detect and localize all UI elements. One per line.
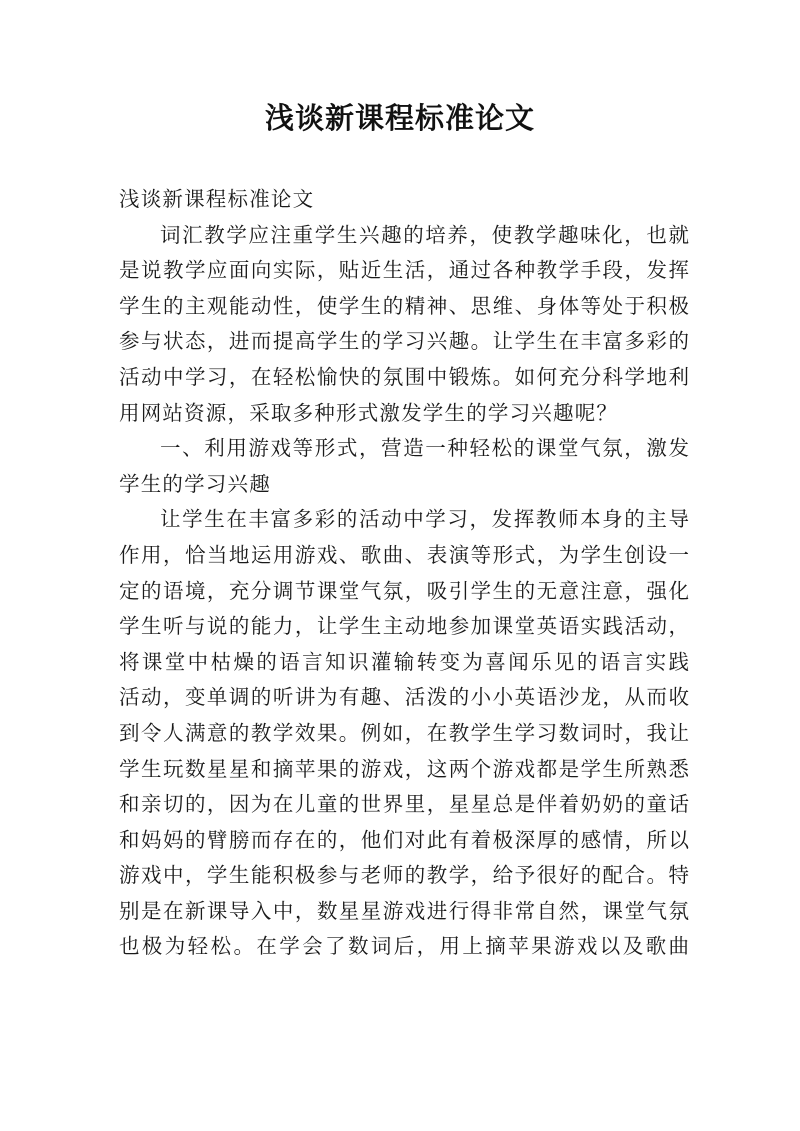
document-title: 浅谈新课程标准论文 xyxy=(264,101,535,135)
paragraph-line: 学生听与说的能力，让学生主动地参加课堂英语实践活动， xyxy=(119,614,689,639)
paragraph-line: 作用，恰当地运用游戏、歌曲、表演等形式，为学生创设一 xyxy=(119,542,689,567)
paragraph-line: 参与状态，进而提高学生的学习兴趣。让学生在丰富多彩的 xyxy=(119,329,689,354)
paragraph-line: 和亲切的，因为在儿童的世界里，星星总是伴着奶奶的童话 xyxy=(119,792,689,817)
paragraph-line: 也极为轻松。在学会了数词后，用上摘苹果游戏以及歌曲 xyxy=(119,934,689,959)
paragraph-line: 学生的主观能动性，使学生的精神、思维、身体等处于积极 xyxy=(119,293,689,318)
paragraph-line: 让学生在丰富多彩的活动中学习，发挥教师本身的主导 xyxy=(160,507,689,532)
paragraph-line: 用网站资源，采取多种形式激发学生的学习兴趣呢？ xyxy=(119,400,619,425)
paragraph-line: 学生玩数星星和摘苹果的游戏，这两个游戏都是学生所熟悉 xyxy=(119,756,689,781)
section-heading-line: 学生的学习兴趣 xyxy=(119,471,271,496)
paragraph-line: 别是在新课导入中，数星星游戏进行得非常自然，课堂气氛 xyxy=(119,898,689,923)
paragraph-line: 和妈妈的臂膀而存在的，他们对此有着极深厚的感情，所以 xyxy=(119,827,689,852)
paragraph-line: 定的语境，充分调节课堂气氛，吸引学生的无意注意，强化 xyxy=(119,578,689,603)
document-body xyxy=(119,182,689,965)
paragraph-line: 是说教学应面向实际，贴近生活，通过各种教学手段，发挥 xyxy=(119,258,689,283)
section-heading-line: 一、利用游戏等形式，营造一种轻松的课堂气氛，激发 xyxy=(160,436,689,461)
body-subtitle-line: 浅谈新课程标准论文 xyxy=(119,187,315,211)
paragraph-line: 活动中学习，在轻松愉快的氛围中锻炼。如何充分科学地利 xyxy=(119,364,689,389)
paragraph-line: 到令人满意的教学效果。例如，在教学生学习数词时，我让 xyxy=(119,720,689,745)
paragraph-line: 活动，变单调的听讲为有趣、活泼的小小英语沙龙，从而收 xyxy=(119,685,689,710)
paragraph-line: 将课堂中枯燥的语言知识灌输转变为喜闻乐见的语言实践 xyxy=(119,649,689,674)
paragraph-line: 游戏中，学生能积极参与老师的教学，给予很好的配合。特 xyxy=(119,863,689,888)
paragraph-line: 词汇教学应注重学生兴趣的培养，使教学趣味化，也就 xyxy=(160,222,689,247)
